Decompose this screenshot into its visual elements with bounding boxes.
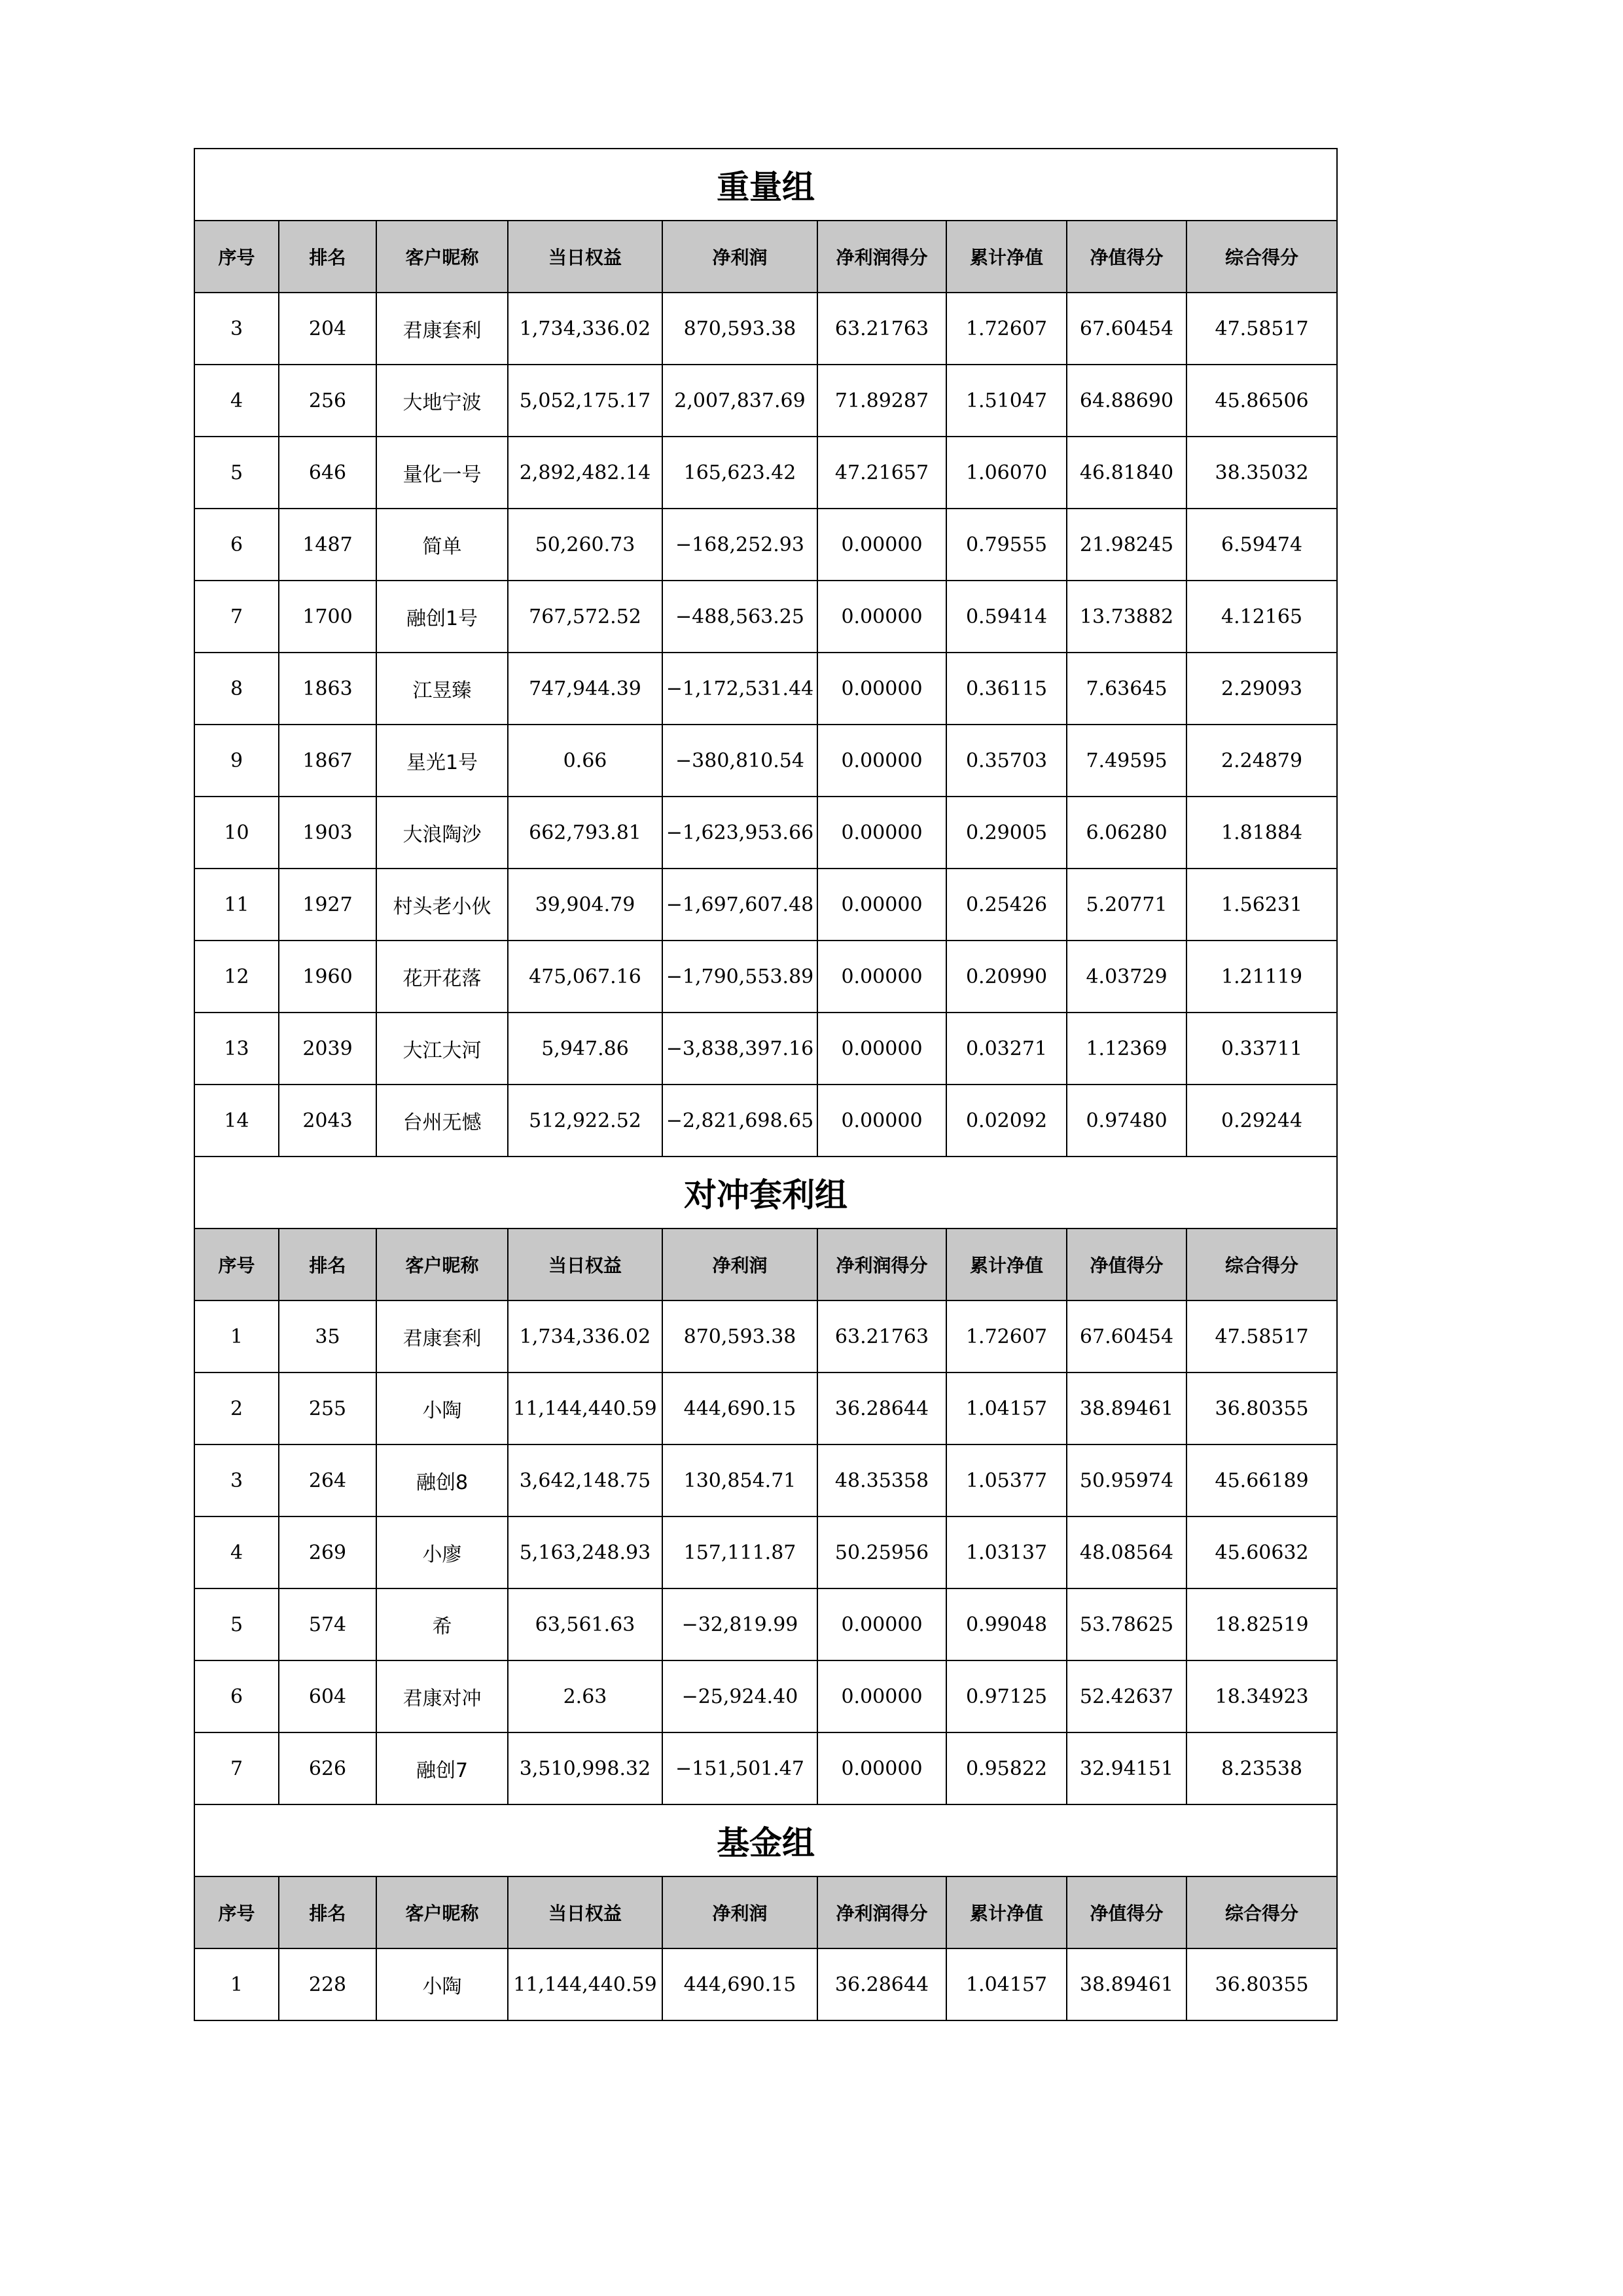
cell-index: 12 xyxy=(194,941,279,1013)
cell-index: 10 xyxy=(194,797,279,869)
table-row xyxy=(194,941,1337,1013)
cell-total-score: 36.80355 xyxy=(1186,1948,1337,2020)
col-header-equity: 当日权益 xyxy=(508,1876,662,1948)
header-row xyxy=(194,221,1337,293)
col-header-nickname: 客户昵称 xyxy=(376,1876,508,1948)
cell-profit-score: 0.00000 xyxy=(817,941,946,1013)
cell-nav: 0.99048 xyxy=(946,1588,1067,1660)
cell-profit-score: 0.00000 xyxy=(817,725,946,797)
cell-net-profit: −3,838,397.16 xyxy=(662,1013,817,1085)
col-header-index: 序号 xyxy=(194,1876,279,1948)
cell-profit-score: 0.00000 xyxy=(817,1732,946,1804)
table-row xyxy=(194,509,1337,581)
cell-nav: 0.97125 xyxy=(946,1660,1067,1732)
cell-index: 5 xyxy=(194,437,279,509)
col-header-total-score: 综合得分 xyxy=(1186,1876,1337,1948)
cell-nav: 1.05377 xyxy=(946,1444,1067,1516)
cell-nav-score: 52.42637 xyxy=(1067,1660,1186,1732)
cell-total-score: 4.12165 xyxy=(1186,581,1337,653)
cell-equity: 1,734,336.02 xyxy=(508,293,662,365)
cell-net-profit: 444,690.15 xyxy=(662,1948,817,2020)
cell-rank: 1903 xyxy=(279,797,376,869)
cell-rank: 604 xyxy=(279,1660,376,1732)
cell-net-profit: −1,790,553.89 xyxy=(662,941,817,1013)
cell-equity: 767,572.52 xyxy=(508,581,662,653)
cell-total-score: 36.80355 xyxy=(1186,1372,1337,1444)
cell-total-score: 47.58517 xyxy=(1186,1300,1337,1372)
col-header-nickname: 客户昵称 xyxy=(376,221,508,293)
cell-nav-score: 1.12369 xyxy=(1067,1013,1186,1085)
col-header-nickname: 客户昵称 xyxy=(376,1229,508,1300)
cell-nav-score: 50.95974 xyxy=(1067,1444,1186,1516)
cell-nav-score: 6.06280 xyxy=(1067,797,1186,869)
cell-total-score: 38.35032 xyxy=(1186,437,1337,509)
cell-nav-score: 7.63645 xyxy=(1067,653,1186,725)
cell-profit-score: 0.00000 xyxy=(817,1013,946,1085)
cell-nav-score: 38.89461 xyxy=(1067,1372,1186,1444)
cell-net-profit: −32,819.99 xyxy=(662,1588,817,1660)
cell-rank: 228 xyxy=(279,1948,376,2020)
cell-net-profit: −168,252.93 xyxy=(662,509,817,581)
cell-nickname: 简单 xyxy=(376,509,508,581)
cell-rank: 1927 xyxy=(279,869,376,941)
cell-index: 3 xyxy=(194,293,279,365)
cell-total-score: 1.21119 xyxy=(1186,941,1337,1013)
cell-total-score: 8.23538 xyxy=(1186,1732,1337,1804)
cell-profit-score: 0.00000 xyxy=(817,653,946,725)
cell-net-profit: 870,593.38 xyxy=(662,293,817,365)
cell-net-profit: −488,563.25 xyxy=(662,581,817,653)
cell-nav-score: 67.60454 xyxy=(1067,1300,1186,1372)
cell-rank: 1487 xyxy=(279,509,376,581)
cell-profit-score: 0.00000 xyxy=(817,509,946,581)
cell-rank: 2039 xyxy=(279,1013,376,1085)
table-row xyxy=(194,1444,1337,1516)
cell-nav: 0.59414 xyxy=(946,581,1067,653)
cell-rank: 264 xyxy=(279,1444,376,1516)
table-row xyxy=(194,1372,1337,1444)
cell-profit-score: 36.28644 xyxy=(817,1948,946,2020)
cell-equity: 3,642,148.75 xyxy=(508,1444,662,1516)
cell-nav: 1.51047 xyxy=(946,365,1067,437)
table-row xyxy=(194,293,1337,365)
cell-index: 7 xyxy=(194,581,279,653)
cell-index: 1 xyxy=(194,1300,279,1372)
table-row xyxy=(194,1516,1337,1588)
cell-nav-score: 5.20771 xyxy=(1067,869,1186,941)
cell-nickname: 大地宁波 xyxy=(376,365,508,437)
col-header-nav: 累计净值 xyxy=(946,221,1067,293)
cell-nav: 0.29005 xyxy=(946,797,1067,869)
cell-equity: 50,260.73 xyxy=(508,509,662,581)
cell-total-score: 0.29244 xyxy=(1186,1085,1337,1157)
cell-nickname: 小陶 xyxy=(376,1948,508,2020)
cell-index: 4 xyxy=(194,1516,279,1588)
cell-total-score: 6.59474 xyxy=(1186,509,1337,581)
cell-nav: 0.79555 xyxy=(946,509,1067,581)
col-header-nav-score: 净值得分 xyxy=(1067,1229,1186,1300)
cell-nav: 1.04157 xyxy=(946,1372,1067,1444)
cell-net-profit: −2,821,698.65 xyxy=(662,1085,817,1157)
cell-nav-score: 4.03729 xyxy=(1067,941,1186,1013)
cell-nickname: 融创1号 xyxy=(376,581,508,653)
col-header-rank: 排名 xyxy=(279,1876,376,1948)
cell-equity: 2.63 xyxy=(508,1660,662,1732)
cell-rank: 35 xyxy=(279,1300,376,1372)
cell-nav: 0.35703 xyxy=(946,725,1067,797)
cell-index: 3 xyxy=(194,1444,279,1516)
col-header-net-profit: 净利润 xyxy=(662,1876,817,1948)
cell-index: 8 xyxy=(194,653,279,725)
table-row xyxy=(194,1300,1337,1372)
table-row xyxy=(194,1732,1337,1804)
cell-equity: 475,067.16 xyxy=(508,941,662,1013)
cell-equity: 11,144,440.59 xyxy=(508,1948,662,2020)
cell-nav-score: 7.49595 xyxy=(1067,725,1186,797)
col-header-nav-score: 净值得分 xyxy=(1067,1876,1186,1948)
cell-nav: 1.03137 xyxy=(946,1516,1067,1588)
table-row xyxy=(194,725,1337,797)
cell-nickname: 大浪陶沙 xyxy=(376,797,508,869)
cell-total-score: 45.66189 xyxy=(1186,1444,1337,1516)
cell-equity: 662,793.81 xyxy=(508,797,662,869)
col-header-nav: 累计净值 xyxy=(946,1229,1067,1300)
ranking-table xyxy=(194,148,1338,2021)
cell-equity: 5,947.86 xyxy=(508,1013,662,1085)
cell-profit-score: 0.00000 xyxy=(817,1660,946,1732)
cell-nav: 1.04157 xyxy=(946,1948,1067,2020)
cell-nav: 0.95822 xyxy=(946,1732,1067,1804)
cell-nav: 1.72607 xyxy=(946,1300,1067,1372)
cell-equity: 2,892,482.14 xyxy=(508,437,662,509)
table-row xyxy=(194,1948,1337,2020)
cell-net-profit: 130,854.71 xyxy=(662,1444,817,1516)
cell-equity: 39,904.79 xyxy=(508,869,662,941)
cell-nickname: 融创7 xyxy=(376,1732,508,1804)
cell-equity: 1,734,336.02 xyxy=(508,1300,662,1372)
header-row xyxy=(194,1876,1337,1948)
section-title: 基金组 xyxy=(194,1804,1337,1876)
cell-total-score: 0.33711 xyxy=(1186,1013,1337,1085)
cell-nav-score: 21.98245 xyxy=(1067,509,1186,581)
col-header-net-profit: 净利润 xyxy=(662,221,817,293)
cell-nav-score: 46.81840 xyxy=(1067,437,1186,509)
cell-equity: 747,944.39 xyxy=(508,653,662,725)
cell-nav: 0.02092 xyxy=(946,1085,1067,1157)
cell-equity: 512,922.52 xyxy=(508,1085,662,1157)
cell-net-profit: 2,007,837.69 xyxy=(662,365,817,437)
table-row xyxy=(194,797,1337,869)
cell-net-profit: 157,111.87 xyxy=(662,1516,817,1588)
cell-total-score: 1.56231 xyxy=(1186,869,1337,941)
col-header-index: 序号 xyxy=(194,221,279,293)
cell-index: 5 xyxy=(194,1588,279,1660)
cell-nickname: 小廖 xyxy=(376,1516,508,1588)
cell-nickname: 量化一号 xyxy=(376,437,508,509)
table-row xyxy=(194,581,1337,653)
cell-nickname: 君康对冲 xyxy=(376,1660,508,1732)
cell-rank: 256 xyxy=(279,365,376,437)
cell-equity: 63,561.63 xyxy=(508,1588,662,1660)
cell-rank: 1863 xyxy=(279,653,376,725)
cell-nav-score: 32.94151 xyxy=(1067,1732,1186,1804)
cell-rank: 269 xyxy=(279,1516,376,1588)
cell-nav-score: 38.89461 xyxy=(1067,1948,1186,2020)
cell-index: 11 xyxy=(194,869,279,941)
table-row xyxy=(194,653,1337,725)
cell-index: 14 xyxy=(194,1085,279,1157)
cell-equity: 5,163,248.93 xyxy=(508,1516,662,1588)
cell-nav-score: 48.08564 xyxy=(1067,1516,1186,1588)
cell-nickname: 村头老小伙 xyxy=(376,869,508,941)
cell-equity: 0.66 xyxy=(508,725,662,797)
cell-profit-score: 0.00000 xyxy=(817,581,946,653)
cell-nickname: 花开花落 xyxy=(376,941,508,1013)
cell-nav: 0.03271 xyxy=(946,1013,1067,1085)
cell-nav-score: 13.73882 xyxy=(1067,581,1186,653)
cell-profit-score: 36.28644 xyxy=(817,1372,946,1444)
cell-rank: 626 xyxy=(279,1732,376,1804)
cell-nav: 1.06070 xyxy=(946,437,1067,509)
section-title-row xyxy=(194,1804,1337,1876)
cell-net-profit: 870,593.38 xyxy=(662,1300,817,1372)
cell-nickname: 星光1号 xyxy=(376,725,508,797)
cell-profit-score: 47.21657 xyxy=(817,437,946,509)
section-title: 对冲套利组 xyxy=(194,1157,1337,1229)
cell-nav: 0.20990 xyxy=(946,941,1067,1013)
cell-equity: 5,052,175.17 xyxy=(508,365,662,437)
col-header-equity: 当日权益 xyxy=(508,221,662,293)
col-header-equity: 当日权益 xyxy=(508,1229,662,1300)
cell-profit-score: 63.21763 xyxy=(817,1300,946,1372)
cell-rank: 255 xyxy=(279,1372,376,1444)
header-row xyxy=(194,1229,1337,1300)
col-header-net-profit: 净利润 xyxy=(662,1229,817,1300)
cell-profit-score: 71.89287 xyxy=(817,365,946,437)
cell-net-profit: −151,501.47 xyxy=(662,1732,817,1804)
col-header-rank: 排名 xyxy=(279,221,376,293)
col-header-profit-score: 净利润得分 xyxy=(817,221,946,293)
table-row xyxy=(194,437,1337,509)
cell-equity: 11,144,440.59 xyxy=(508,1372,662,1444)
cell-nav: 0.25426 xyxy=(946,869,1067,941)
cell-nickname: 希 xyxy=(376,1588,508,1660)
cell-net-profit: −380,810.54 xyxy=(662,725,817,797)
cell-index: 4 xyxy=(194,365,279,437)
col-header-index: 序号 xyxy=(194,1229,279,1300)
cell-nav-score: 64.88690 xyxy=(1067,365,1186,437)
section-title-row xyxy=(194,1157,1337,1229)
col-header-rank: 排名 xyxy=(279,1229,376,1300)
cell-rank: 1960 xyxy=(279,941,376,1013)
cell-nav-score: 67.60454 xyxy=(1067,293,1186,365)
cell-nickname: 台州无憾 xyxy=(376,1085,508,1157)
cell-total-score: 2.29093 xyxy=(1186,653,1337,725)
cell-rank: 2043 xyxy=(279,1085,376,1157)
cell-net-profit: −25,924.40 xyxy=(662,1660,817,1732)
cell-equity: 3,510,998.32 xyxy=(508,1732,662,1804)
cell-rank: 646 xyxy=(279,437,376,509)
cell-net-profit: −1,697,607.48 xyxy=(662,869,817,941)
col-header-total-score: 综合得分 xyxy=(1186,221,1337,293)
cell-profit-score: 63.21763 xyxy=(817,293,946,365)
cell-total-score: 45.60632 xyxy=(1186,1516,1337,1588)
table-row xyxy=(194,1660,1337,1732)
cell-profit-score: 48.35358 xyxy=(817,1444,946,1516)
cell-profit-score: 0.00000 xyxy=(817,797,946,869)
section-title-row xyxy=(194,149,1337,221)
cell-net-profit: 165,623.42 xyxy=(662,437,817,509)
cell-profit-score: 50.25956 xyxy=(817,1516,946,1588)
cell-total-score: 1.81884 xyxy=(1186,797,1337,869)
cell-total-score: 18.34923 xyxy=(1186,1660,1337,1732)
cell-index: 13 xyxy=(194,1013,279,1085)
cell-net-profit: −1,172,531.44 xyxy=(662,653,817,725)
cell-nav-score: 0.97480 xyxy=(1067,1085,1186,1157)
cell-rank: 1867 xyxy=(279,725,376,797)
cell-total-score: 18.82519 xyxy=(1186,1588,1337,1660)
table-row xyxy=(194,1013,1337,1085)
cell-net-profit: 444,690.15 xyxy=(662,1372,817,1444)
cell-index: 6 xyxy=(194,509,279,581)
cell-nickname: 小陶 xyxy=(376,1372,508,1444)
cell-nickname: 君康套利 xyxy=(376,1300,508,1372)
section-title: 重量组 xyxy=(194,149,1337,221)
cell-profit-score: 0.00000 xyxy=(817,1085,946,1157)
cell-nickname: 江昱臻 xyxy=(376,653,508,725)
cell-index: 6 xyxy=(194,1660,279,1732)
cell-total-score: 47.58517 xyxy=(1186,293,1337,365)
table-row xyxy=(194,1588,1337,1660)
table-row xyxy=(194,869,1337,941)
cell-index: 9 xyxy=(194,725,279,797)
table-row xyxy=(194,1085,1337,1157)
cell-rank: 574 xyxy=(279,1588,376,1660)
cell-nickname: 君康套利 xyxy=(376,293,508,365)
cell-profit-score: 0.00000 xyxy=(817,1588,946,1660)
cell-profit-score: 0.00000 xyxy=(817,869,946,941)
col-header-total-score: 综合得分 xyxy=(1186,1229,1337,1300)
cell-total-score: 45.86506 xyxy=(1186,365,1337,437)
col-header-profit-score: 净利润得分 xyxy=(817,1229,946,1300)
cell-index: 2 xyxy=(194,1372,279,1444)
col-header-profit-score: 净利润得分 xyxy=(817,1876,946,1948)
cell-total-score: 2.24879 xyxy=(1186,725,1337,797)
cell-nickname: 大江大河 xyxy=(376,1013,508,1085)
cell-nav: 1.72607 xyxy=(946,293,1067,365)
cell-index: 7 xyxy=(194,1732,279,1804)
cell-rank: 1700 xyxy=(279,581,376,653)
cell-nav-score: 53.78625 xyxy=(1067,1588,1186,1660)
cell-nav: 0.36115 xyxy=(946,653,1067,725)
cell-index: 1 xyxy=(194,1948,279,2020)
cell-rank: 204 xyxy=(279,293,376,365)
table-row xyxy=(194,365,1337,437)
col-header-nav-score: 净值得分 xyxy=(1067,221,1186,293)
cell-net-profit: −1,623,953.66 xyxy=(662,797,817,869)
cell-nickname: 融创8 xyxy=(376,1444,508,1516)
col-header-nav: 累计净值 xyxy=(946,1876,1067,1948)
